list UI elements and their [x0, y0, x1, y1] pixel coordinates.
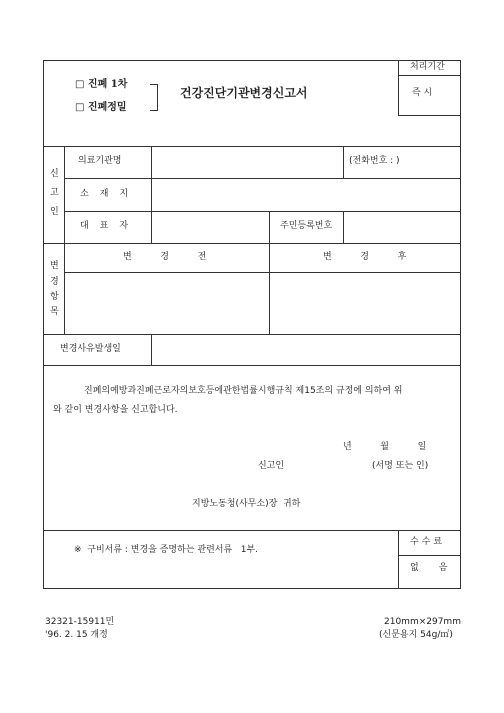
date-line: 년 월 일 — [343, 442, 427, 452]
change-side-label-2: 경 — [50, 277, 59, 287]
processing-period-value: 즉 시 — [412, 88, 433, 98]
change-header-divider — [64, 272, 461, 273]
declaration-line-2: 와 같이 변경사항을 신고합니다. — [53, 405, 178, 415]
phone-divider — [343, 146, 344, 178]
processing-period-divider — [398, 75, 461, 76]
reporter-side-label-3: 인 — [50, 207, 59, 217]
side-label-divider — [64, 146, 65, 334]
checkbox-detailed-exam[interactable]: □ 진폐정밀 — [75, 102, 127, 113]
change-column-divider — [269, 243, 270, 334]
revision-date: '96. 2. 15 개정 — [45, 630, 108, 640]
change-side-label-3: 항 — [50, 292, 59, 302]
form-outer-border — [43, 60, 461, 589]
reporter-label-divider — [151, 146, 152, 243]
institution-label: 의료기관명 — [78, 156, 122, 166]
change-side-label-4: 목 — [50, 307, 59, 317]
paper-type: (신문용지 54g/㎡) — [379, 630, 453, 640]
phone-label: (전화번호 : ) — [349, 156, 400, 166]
change-side-label-1: 변 — [50, 261, 59, 271]
declaration-line-1: 진폐의예방과진폐근로자의보호등에관한법률시행규칙 제15조의 규정에 의하여 위 — [84, 386, 403, 396]
form-number: 32321-15911민 — [45, 617, 115, 627]
fee-value: 없 음 — [410, 563, 448, 573]
checkbox-bracket — [150, 84, 158, 111]
addressee: 지방노동청(사무소)장 귀하 — [192, 499, 301, 509]
reason-label-divider — [151, 334, 152, 365]
reporter-side-label-2: 고 — [50, 188, 59, 198]
signer-label: 신고인 — [258, 461, 285, 471]
fee-column-divider — [398, 530, 399, 589]
change-section-divider — [43, 334, 461, 335]
resident-label-divider-left — [269, 211, 270, 243]
attachments-note: ※ 구비서류 : 변경을 증명하는 관련서류 1부. — [74, 545, 259, 555]
before-change-label: 변 경 전 — [123, 252, 207, 262]
fee-label: 수수료 — [410, 537, 446, 547]
reason-section-divider — [43, 365, 461, 366]
signature-note: (서명 또는 인) — [372, 461, 429, 471]
processing-period-label: 처리기간 — [410, 62, 445, 72]
after-change-label: 변 경 후 — [323, 252, 407, 262]
reason-label: 변경사유발생일 — [60, 344, 121, 354]
reporter-row-divider-2 — [64, 211, 461, 212]
paper-size: 210mm×297mm — [384, 617, 461, 627]
resident-number-label: 주민등록번호 — [280, 221, 333, 231]
reporter-side-label-1: 신 — [50, 169, 59, 179]
resident-label-divider-right — [343, 211, 344, 243]
fee-divider — [398, 555, 461, 556]
reporter-row-divider-1 — [64, 178, 461, 179]
checkbox-first-exam[interactable]: □ 진폐 1차 — [75, 79, 128, 90]
title-section-divider — [43, 146, 461, 147]
reporter-section-divider — [43, 243, 461, 244]
form-title: 건강진단기관변경신고서 — [180, 86, 308, 100]
address-label: 소재지 — [80, 189, 140, 199]
representative-label: 대표자 — [80, 221, 140, 231]
